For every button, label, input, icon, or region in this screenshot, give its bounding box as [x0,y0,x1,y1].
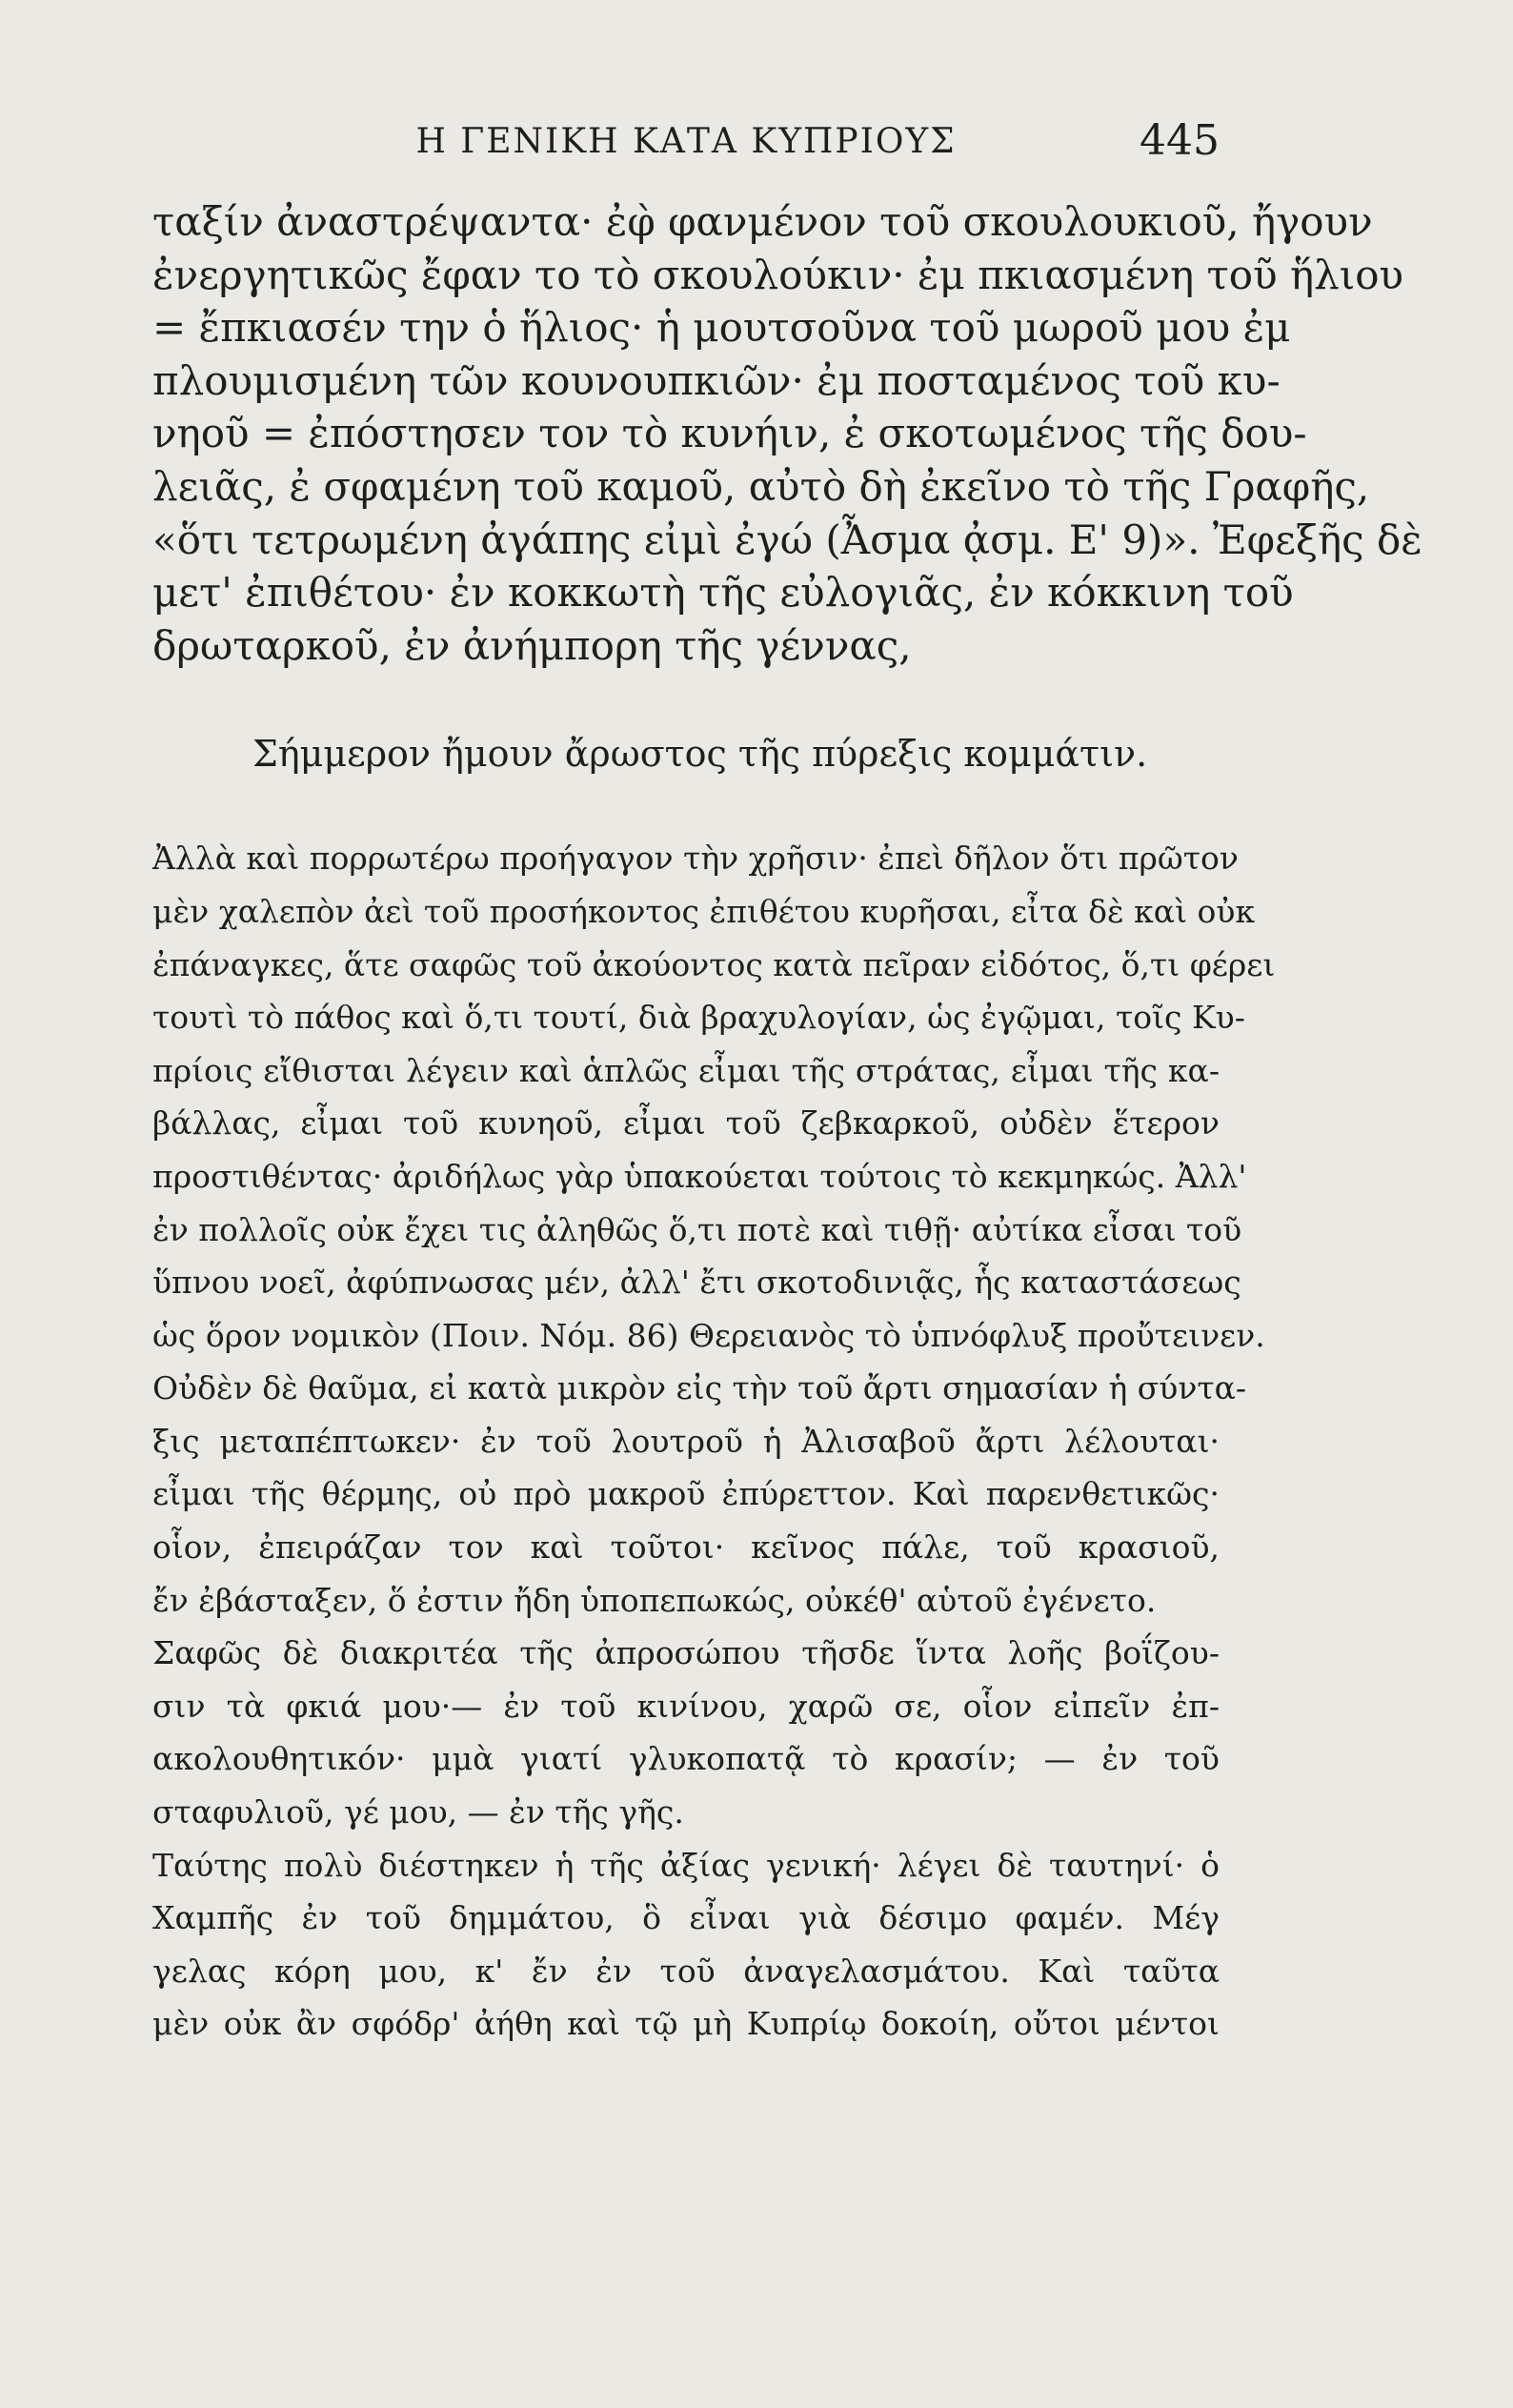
verse-quote: Σήμμερον ἤμουν ἄρωστος τῆς πύρεξις κομμάτιν. [252,733,1148,776]
paragraph-4 [152,1839,1220,2051]
page-body [152,195,1422,2051]
paragraph-3 [152,1627,1220,1838]
text-line: ακολουθητικόν· μμὰ γιατί γλυκοπατᾷ τὸ κρασίν; — ἐν τοῦ [152,1740,1220,1778]
text-line: ἔν ἐβάσταξεν, ὅ ἐστιν ἤδη ὑποπεπωκώς, οὐκέθ' αὑτοῦ ἐγένετο. [152,1581,1157,1619]
text-line: ἐνεργητικῶς ἔφαν το τὸ σκουλούκιν· ἐμ πκιασμένη τοῦ ἥλιου [152,251,1404,298]
paragraph-1 [152,195,1422,672]
text-line: ὕπνου νοεῖ, ἀφύπνωσας μέν, ἀλλ' ἔτι σκοτοδινιᾷς, ἧς καταστάσεως [152,1264,1241,1302]
text-line: εἶμαι τῆς θέρμης, οὐ πρὸ μακροῦ ἐπύρεττον. Καὶ παρενθετικῶς· [152,1475,1220,1513]
text-line: ξις μεταπέπτωκεν· ἐν τοῦ λουτροῦ ἡ Ἀλισαβοῦ ἄρτι λέλουται· [152,1422,1220,1460]
text-line: νηοῦ = ἐπόστησεν τον τὸ κυνήιν, ἐ σκοτωμένος τῆς δου- [152,410,1307,457]
text-line: δρωταρκοῦ, ἐν ἀνήμπορη τῆς γέννας, [152,621,912,669]
text-line: Ἀλλὰ καὶ πορρωτέρω προήγαγον τὴν χρῆσιν· ἐπεὶ δῆλον ὅτι πρῶτον [152,840,1239,878]
paragraph-2 [152,832,1276,1627]
text-line: «ὅτι τετρωμένη ἀγάπης εἰμὶ ἐγώ (Ἆσμα ᾀσμ. Ε' 9)». Ἐφεξῆς δὲ [152,516,1422,563]
text-line: λειᾶς, ἐ σφαμένη τοῦ καμοῦ, αὐτὸ δὴ ἐκεῖνο τὸ τῆς Γραφῆς, [152,462,1370,510]
text-line: σταφυλιοῦ, γέ μου, — ἐν τῆς γῆς. [152,1793,684,1831]
page-header [152,116,1220,179]
text-line: Ταύτης πολὺ διέστηκεν ἡ τῆς ἀξίας γενική· λέγει δὲ ταυτηνί· ὁ [152,1846,1220,1884]
text-line: βάλλας, εἶμαι τοῦ κυνηοῦ, εἶμαι τοῦ ζεβκαρκοῦ, οὐδὲν ἕτερον [152,1104,1220,1143]
text-line: προστιθέντας· ἀριδήλως γὰρ ὑπακούεται τούτοις τὸ κεκμηκώς. Ἀλλ' [152,1157,1247,1195]
text-line: ἐπάναγκες, ἅτε σαφῶς τοῦ ἀκούοντος κατὰ πεῖραν εἰδότος, ὅ,τι φέρει [152,945,1276,983]
text-line: μετ' ἐπιθέτου· ἐν κοκκωτὴ τῆς εὐλογιᾶς, ἐν κόκκινη τοῦ [152,569,1294,617]
text-line: μὲν οὐκ ἂν σφόδρ' ἀήθη καὶ τῷ μὴ Κυπρίῳ δοκοίη, οὔτοι μέντοι [152,2005,1220,2043]
text-line: σιν τὰ φκιά μου·— ἐν τοῦ κινίνου, χαρῶ σε, οἷον εἰπεῖν ἐπ- [152,1687,1220,1725]
text-line: ἐν πολλοῖς οὐκ ἔχει τις ἀληθῶς ὅ,τι ποτὲ καὶ τιθῇ· αὐτίκα εἶσαι τοῦ [152,1210,1242,1248]
text-line: μὲν χαλεπὸν ἀεὶ τοῦ προσήκοντος ἐπιθέτου κυρῆσαι, εἶτα δὲ καὶ οὐκ [152,892,1256,930]
running-head: Η ΓΕΝΙΚΗ ΚΑΤΑ ΚΥΠΡΙΟΥΣ [415,122,957,161]
text-line: γελας κόρη μου, κ' ἔν ἐν τοῦ ἀναγελασμάτου. Καὶ ταῦτα [152,1952,1220,1990]
text-line: ταξίν ἀναστρέψαντα· ἐφ̀ φανμένον τοῦ σκουλουκιοῦ, ἤγουν [152,198,1373,245]
text-line: οἷον, ἐπειράζαν τον καὶ τοῦτοι· κεῖνος πάλε, τοῦ κρασιοῦ, [152,1528,1220,1567]
text-line: πλουμισμένη τῶν κουνουπκιῶν· ἐμ ποσταμένος τοῦ κυ- [152,356,1281,404]
text-line: ὡς ὅρον νομικὸν (Ποιν. Νόμ. 86) Θερειανὸς τὸ ὑπνόφλυξ προὔτεινεν. [152,1316,1265,1354]
text-line: Οὐδὲν δὲ θαῦμα, εἰ κατὰ μικρὸν εἰς τὴν τοῦ ἄρτι σημασίαν ἡ σύντα- [152,1369,1247,1407]
text-line: τουτὶ τὸ πάθος καὶ ὅ,τι τουτί, διὰ βραχυλογίαν, ὡς ἐγῷμαι, τοῖς Κυ- [152,999,1245,1037]
text-line: πρίοις εἴθισται λέγειν καὶ ἁπλῶς εἶμαι τῆς στράτας, εἶμαι τῆς κα- [152,1051,1220,1089]
page-number: 445 [1140,116,1220,165]
text-line: = ἔπκιασέν την ὁ ἥλιος· ἡ μουτσοῦνα τοῦ μωροῦ μου ἐμ [152,304,1291,352]
text-line: Χαμπῆς ἐν τοῦ δημμάτου, ὃ εἶναι γιὰ δέσιμο φαμέν. Μέγ [152,1899,1220,1937]
text-line: Σαφῶς δὲ διακριτέα τῆς ἀπροσώπου τῆσδε ἵντα λοῆς βοΐζου- [152,1634,1220,1672]
